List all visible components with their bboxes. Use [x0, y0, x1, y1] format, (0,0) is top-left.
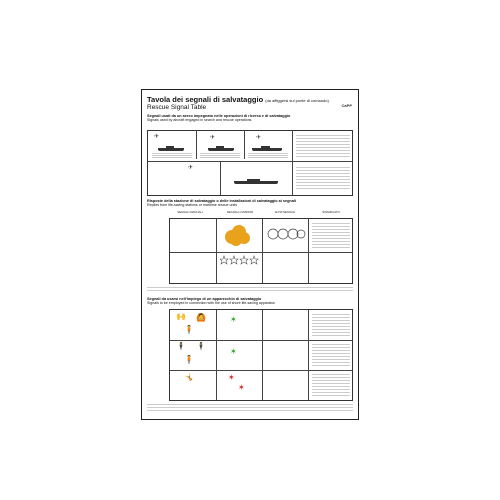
col-divider	[308, 219, 309, 283]
airplane-icon: ✈	[188, 165, 194, 171]
aircraft-signals-table	[147, 130, 353, 196]
pyrotechnic-burst-icon	[266, 225, 306, 243]
star-icon: ✶	[230, 315, 237, 324]
section2-heading	[147, 199, 353, 207]
section2-heading-text: Risposte della stazione di salvataggio o delle installazioni di salvataggio ai segnali	[147, 199, 296, 203]
apparatus-signals-table	[169, 309, 353, 401]
caption-lines	[200, 153, 240, 158]
section3-heading	[147, 297, 353, 305]
rescue-signal-poster	[141, 89, 359, 420]
person-signal-icon: 🕴	[196, 342, 206, 351]
star-row-icon	[220, 255, 260, 265]
ship-icon	[252, 148, 282, 151]
col-divider	[262, 310, 263, 400]
row-divider	[170, 340, 352, 341]
meaning-lines	[312, 344, 350, 366]
replies-table	[169, 218, 353, 284]
col-header-meaning: SIGNIFICATO	[322, 210, 340, 214]
col-header-light: SEGNALI LUMINOSI	[226, 210, 254, 214]
section2-subheading-text: Replies from life-saving stations or maritime rescue units	[147, 203, 238, 208]
col-header-manual: SEGNALI MANUALI	[177, 210, 203, 214]
ship-icon	[158, 148, 184, 151]
airplane-icon: ✈	[256, 135, 262, 141]
person-signal-icon: 🙆	[196, 313, 206, 322]
meaning-lines	[312, 374, 350, 396]
section1-heading	[147, 114, 353, 122]
row-divider	[170, 252, 352, 253]
row-divider	[170, 370, 352, 371]
section1-subheading-text: Signals used by aircraft engaged in search and rescue operations	[147, 118, 252, 123]
ship-icon	[208, 148, 234, 151]
star-icon: ✶	[230, 347, 237, 356]
col-divider	[292, 131, 293, 195]
poster-subtitle: Rescue Signal Table	[147, 104, 207, 111]
person-signal-icon: 🙌	[176, 312, 186, 321]
person-signal-icon: 🤸	[184, 373, 194, 382]
smoke-cloud-icon	[222, 223, 252, 247]
star-icon: ✶	[238, 383, 245, 392]
publisher-logo: CaPP	[341, 103, 352, 108]
title-text: Tavola dei segnali di salvataggio	[147, 95, 264, 104]
col-divider	[216, 219, 217, 283]
caption-lines	[152, 153, 192, 158]
airplane-icon: ✈	[154, 134, 160, 140]
meaning-lines	[312, 223, 350, 249]
meaning-lines	[312, 314, 350, 336]
section1-heading-text: Segnali usati da un aereo impegnato nelle operazioni di ricerca e di salvataggio	[147, 114, 291, 118]
row-divider	[148, 161, 352, 162]
person-signal-icon: 🧍	[184, 325, 194, 334]
meaning-lines	[296, 135, 350, 159]
col-divider	[262, 219, 263, 283]
col-divider	[244, 131, 245, 159]
meaning-lines	[296, 167, 350, 191]
col-header-other: ALTRI SEGNALI	[274, 210, 296, 214]
caption-lines	[248, 153, 288, 158]
col-divider	[308, 310, 309, 400]
section3-subheading-text: Signals to be employed in connection with the use of shore life-saving apparatus	[147, 301, 275, 306]
poster-title	[147, 95, 329, 104]
title-note: (da affiggersi sul ponte di comando)	[265, 98, 329, 103]
col-divider	[216, 310, 217, 400]
footnote-lines	[147, 404, 353, 413]
col-divider	[196, 131, 197, 159]
ship-icon	[234, 181, 278, 184]
star-icon: ✶	[228, 373, 235, 382]
footnote-lines	[147, 287, 353, 293]
airplane-icon: ✈	[210, 135, 216, 141]
person-signal-icon: 🧍	[184, 355, 194, 364]
col-divider	[220, 161, 221, 195]
person-signal-icon: 🕴	[176, 342, 186, 351]
section3-heading-text: Segnali da usarsi nell'impiego di un apparecchio di salvataggio	[147, 297, 262, 301]
